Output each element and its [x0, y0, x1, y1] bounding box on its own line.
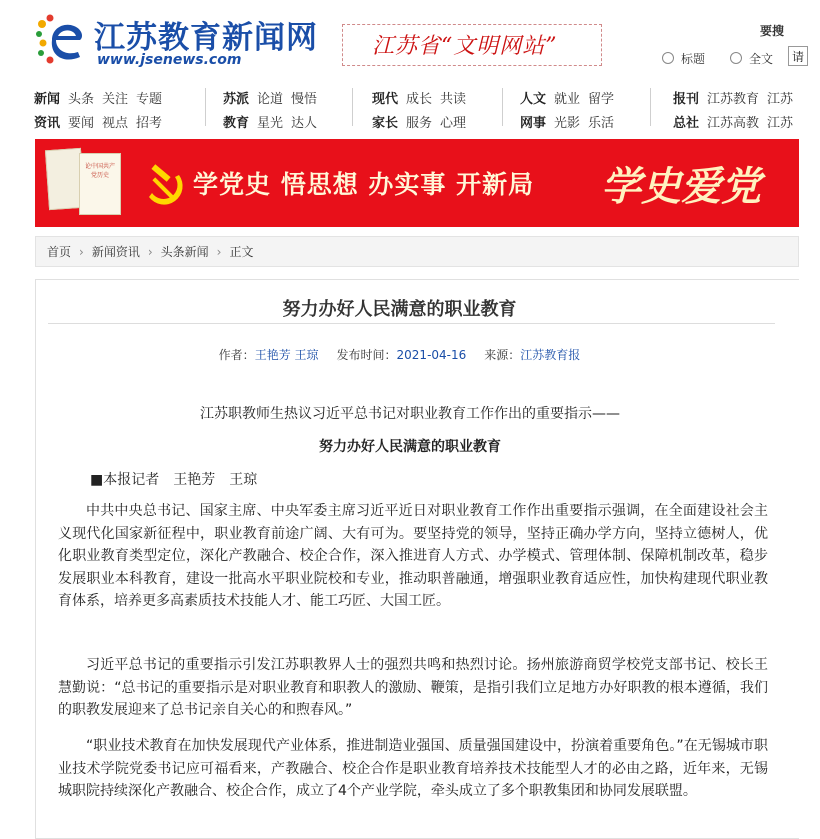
nav-group-press [673, 88, 801, 131]
search-input[interactable]: 请 [788, 46, 808, 66]
nav-group-supai [223, 88, 325, 131]
nav-item[interactable]: 家长 [372, 116, 399, 131]
nav-item[interactable]: 达人 [291, 116, 318, 131]
author-label: 作者： [218, 348, 255, 362]
radio-title-label: 标题 [681, 52, 706, 66]
nav-item[interactable]: 江苏高教 [707, 116, 760, 131]
site-url[interactable]: www.jsenews.com [97, 52, 242, 68]
article-paragraph: 习近平总书记的重要指示引发江苏职教界人士的强烈共鸣和热烈讨论。扬州旅游商贸学校党支部书记、校长王慧勤说：“总书记的重要指示是对职业教育和职教人的激励、鞭策，是指引我们立足地方办好职教的根本遵循，我们的职教发展迎来了总书记亲自关心的和煦春风。” [58, 657, 768, 718]
nav-item[interactable]: 心理 [440, 116, 467, 131]
nav-item[interactable]: 招考 [136, 116, 163, 131]
nav-item[interactable]: 星光 [257, 116, 284, 131]
nav-item[interactable]: 要闻 [68, 116, 95, 131]
article-byline: ■本报记者 王艳芳 王琼 [90, 472, 258, 488]
title-divider [48, 323, 775, 324]
banner-calligraphy: 学史爱党 [601, 163, 761, 210]
nav-divider [352, 88, 353, 126]
chevron-right-icon: › [79, 245, 84, 259]
nav-item[interactable]: 苏派 [223, 92, 250, 107]
breadcrumb [35, 236, 799, 267]
site-title[interactable]: 江苏教育新闻网 [94, 20, 318, 56]
source-label: 来源： [484, 348, 521, 362]
nav-item[interactable]: 成长 [406, 92, 433, 107]
nav-divider [205, 88, 206, 126]
nav-item[interactable]: 新闻 [34, 92, 61, 107]
source-value: 江苏教育报 [520, 348, 581, 362]
nav-item[interactable]: 视点 [102, 116, 129, 131]
nav-group-culture [520, 88, 622, 131]
article-title: 努力办好人民满意的职业教育 [282, 299, 517, 320]
nav-item[interactable]: 慢悟 [291, 92, 318, 107]
civilization-badge: 江苏省“文明网站” [372, 34, 558, 59]
nav-divider [502, 88, 503, 126]
nav-item[interactable]: 专题 [136, 92, 163, 107]
site-logo-icon[interactable] [34, 10, 92, 68]
nav-item[interactable]: 教育 [223, 116, 250, 131]
nav-divider [650, 88, 651, 126]
chevron-right-icon: › [147, 245, 153, 259]
date-label: 发布时间： [336, 348, 397, 362]
radio-title[interactable] [662, 52, 674, 64]
party-history-banner[interactable] [35, 139, 799, 227]
nav-group-modern [372, 88, 474, 131]
nav-item[interactable]: 现代 [372, 92, 399, 107]
breadcrumb-current: 正文 [229, 245, 254, 259]
nav-item[interactable]: 乐活 [588, 116, 615, 131]
nav-item[interactable]: 江苏 [767, 92, 794, 107]
author-value: 王艳芳 王琼 [254, 348, 319, 362]
nav-item[interactable]: 共读 [440, 92, 467, 107]
article-paragraph: “职业技术教育在加快发展现代产业体系，推进制造业强国、质量强国建设中，扮演着重要角色。”在无锡城市职业技术学院党委书记应可福看来，产教融合、校企合作是职业教育培养技术技能型人才的必由之路，近年来，无锡城职院持续深化产教融合、校企合作，成立了4个产业学院，牵头成立了多个职教集团和协同发展联盟。 [58, 738, 768, 799]
breadcrumb-news[interactable]: 新闻资讯 [91, 245, 140, 259]
nav-item[interactable]: 资讯 [34, 116, 61, 131]
nav-item[interactable]: 江苏教育 [707, 92, 760, 107]
radio-fulltext[interactable] [730, 52, 742, 64]
banner-slogan: 学党史 悟思想 办实事 开新局 [193, 170, 535, 199]
date-value: 2021-04-16 [396, 348, 467, 362]
radio-fulltext-label: 全文 [749, 52, 774, 66]
nav-item[interactable]: 论道 [257, 92, 284, 107]
nav-item[interactable]: 报刊 [673, 92, 700, 107]
nav-item[interactable]: 总社 [673, 116, 700, 131]
nav-item[interactable]: 就业 [554, 92, 581, 107]
article-headline: 努力办好人民满意的职业教育 [319, 439, 501, 455]
nav-item[interactable]: 江苏 [767, 116, 794, 131]
article-meta [0, 346, 799, 363]
nav-item[interactable]: 服务 [406, 116, 433, 131]
nav-group-news [34, 88, 170, 131]
article-subtitle: 江苏职教师生热议习近平总书记对职业教育工作作出的重要指示—— [200, 406, 620, 422]
breadcrumb-headlines[interactable]: 头条新闻 [160, 245, 209, 259]
nav-item[interactable]: 关注 [102, 92, 129, 107]
search-label: 要搜 [760, 24, 785, 38]
book-title: 论中国共产党历史 [84, 163, 115, 179]
chevron-right-icon: › [216, 245, 222, 259]
nav-item[interactable]: 人文 [520, 92, 547, 107]
nav-item[interactable]: 网事 [520, 116, 547, 131]
article-paragraph: 中共中央总书记、国家主席、中央军委主席习近平近日对职业教育工作作出重要指示强调，在全面建设社会主义现代化国家新征程中，职业教育前途广阔、大有可为。要坚持党的领导，坚持正确办学方向，坚持立德树人，优化职业教育类型定位，深化产教融合、校企合作，深入推进育人方式、办学模式、管理体制、保障机制改革，稳步发展职业本科教育，建设一批高水平职业院校和专业，推动职普融通，增强职业教育适应性，加快构建现代职业教育体系，培养更多高素质技术技能人才、能工巧匠、大国工匠。 [58, 503, 768, 609]
hammer-sickle-icon [139, 161, 187, 213]
nav-item[interactable]: 留学 [588, 92, 615, 107]
nav-item[interactable]: 光影 [554, 116, 581, 131]
breadcrumb-home[interactable]: 首页 [47, 245, 72, 259]
nav-item[interactable]: 头条 [68, 92, 95, 107]
